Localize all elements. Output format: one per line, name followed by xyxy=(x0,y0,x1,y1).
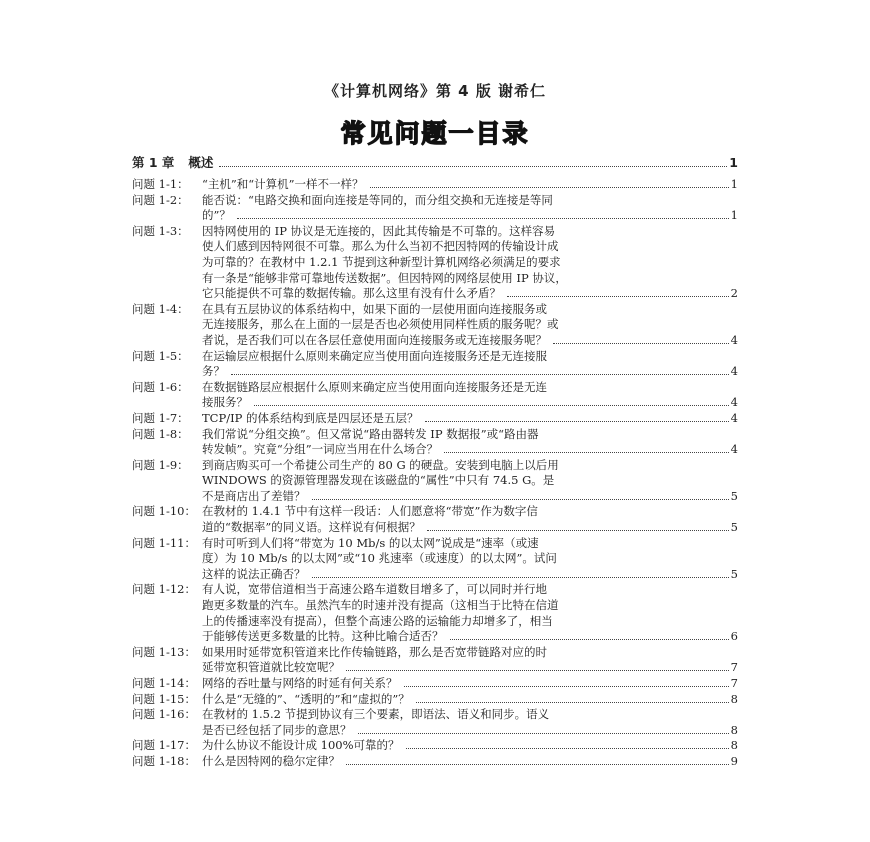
dot-leader xyxy=(425,411,729,422)
dot-leader xyxy=(416,692,729,703)
entry-last-line xyxy=(202,660,738,676)
page-number: 5 xyxy=(730,566,738,581)
dot-leader xyxy=(231,364,729,375)
entry-text xyxy=(202,582,738,644)
toc-entry[interactable] xyxy=(132,302,738,349)
dot-leader xyxy=(406,738,729,749)
entry-line-text: 因特网使用的 IP 协议是无连接的，因此其传输是不可靠的。这样容易 xyxy=(202,223,556,238)
entry-text xyxy=(202,193,738,224)
entry-label: 问题 1-6： xyxy=(132,379,189,394)
toc-entry[interactable] xyxy=(132,411,738,427)
entry-line-text: 在运输层应根据什么原则来确定应当使用面向连接服务还是无连接服 xyxy=(202,348,547,363)
entry-line-text: 什么是因特网的稳尔定律？ xyxy=(202,753,340,768)
entry-text xyxy=(202,427,738,458)
entry-line-text: 在教材的 1.4.1 节中有这样一段话：人们愿意将“带宽”作为数字信 xyxy=(202,504,538,519)
entry-last-line xyxy=(202,364,738,380)
entry-label: 问题 1-13： xyxy=(132,644,196,659)
page-number: 4 xyxy=(730,410,738,425)
entry-line-text: 转发帧”。究竟“分组”一词应当用在什么场合？ xyxy=(202,442,439,457)
dot-leader xyxy=(553,333,729,344)
entry-last-line xyxy=(202,738,738,754)
entry-text xyxy=(202,349,738,380)
entry-line-text: 有一条是“能够非常可靠地传送数据”。但因特网的网络层使用 IP 协议， xyxy=(202,270,567,285)
entry-line-text: 在数据链路层应根据什么原则来确定应当使用面向连接服务还是无连 xyxy=(202,379,547,394)
dot-leader xyxy=(346,660,729,671)
entry-label: 问题 1-2： xyxy=(132,192,189,207)
entry-line-text: 在教材的 1.5.2 节提到协议有三个要素，即语法、语义和同步。语义 xyxy=(202,707,550,722)
entry-last-line xyxy=(202,395,738,411)
entry-label: 问题 1-9： xyxy=(132,457,189,472)
entry-line-text: 如果用时延带宽积管道来比作传输链路，那么是否宽带链路对应的时 xyxy=(202,644,547,659)
entry-text xyxy=(202,458,738,505)
entry-label: 问题 1-18： xyxy=(132,753,196,768)
entry-line-text: 能否说：“电路交换和面向连接是等同的，而分组交换和无连接是等同 xyxy=(202,192,553,207)
entry-label: 问题 1-8： xyxy=(132,426,189,441)
entry-label: 问题 1-3： xyxy=(132,223,189,238)
entry-line-text: 为什么协议不能设计成 100%可靠的？ xyxy=(202,738,400,753)
entry-last-line xyxy=(202,333,738,349)
page-number: 8 xyxy=(730,738,738,753)
toc-entry[interactable] xyxy=(132,676,738,692)
entry-line-text: 是否已经包括了同步的意思？ xyxy=(202,722,352,737)
entry-last-line xyxy=(202,754,738,770)
page-number: 4 xyxy=(730,442,738,457)
entry-text xyxy=(202,504,738,535)
entry-text xyxy=(202,676,738,692)
entry-label: 问题 1-10： xyxy=(132,504,196,519)
entry-line-text: 有时可听到人们将“带宽为 10 Mb/s 的以太网”说成是“速率（或速 xyxy=(202,535,539,550)
entry-label: 问题 1-7： xyxy=(132,410,189,425)
page-number: 9 xyxy=(730,753,738,768)
dot-leader xyxy=(312,489,729,500)
entry-line-text: 道的“数据率”的同义语。这样说有何根据？ xyxy=(202,520,421,535)
page-number: 1 xyxy=(729,155,738,170)
page-number: 4 xyxy=(730,395,738,410)
entry-last-line xyxy=(202,411,738,427)
entry-last-line xyxy=(202,723,738,739)
entry-last-line xyxy=(202,520,738,536)
dot-leader xyxy=(404,676,729,687)
toc-entry[interactable] xyxy=(132,738,738,754)
page-number: 8 xyxy=(730,722,738,737)
entry-line-text: 上的传播速率没有提高），但整个高速公路的运输能力却增多了，相当 xyxy=(202,613,553,628)
toc-entry[interactable] xyxy=(132,536,738,583)
entry-line-text: 接服务？ xyxy=(202,395,248,410)
dot-leader xyxy=(358,723,729,734)
entry-last-line xyxy=(202,442,738,458)
dot-leader xyxy=(444,442,729,453)
entry-label: 问题 1-15： xyxy=(132,691,196,706)
entry-label: 问题 1-16： xyxy=(132,707,196,722)
dot-leader xyxy=(427,520,729,531)
dot-leader xyxy=(370,177,729,188)
toc-entries xyxy=(132,177,738,770)
entry-line-text: 务？ xyxy=(202,364,225,379)
page-number: 5 xyxy=(730,488,738,503)
entry-line-text: 什么是“无缝的”、“透明的”和“虚拟的”？ xyxy=(202,691,410,706)
toc-entry[interactable] xyxy=(132,692,738,708)
toc-entry[interactable] xyxy=(132,224,738,302)
toc-chapter-1[interactable] xyxy=(132,153,738,171)
page-number: 6 xyxy=(730,629,738,644)
toc-entry[interactable] xyxy=(132,177,738,193)
entry-last-line xyxy=(202,629,738,645)
entry-line-text: 它只能提供不可靠的数据传输。那么这里有没有什么矛盾？ xyxy=(202,286,501,301)
entry-text xyxy=(202,224,738,302)
dot-leader xyxy=(254,395,729,406)
toc-entry[interactable] xyxy=(132,349,738,380)
entry-text xyxy=(202,536,738,583)
page-number: 4 xyxy=(730,364,738,379)
toc-entry[interactable] xyxy=(132,754,738,770)
toc-entry[interactable] xyxy=(132,427,738,458)
dot-leader xyxy=(450,629,729,640)
entry-line-text: 网络的吞吐量与网络的时延有何关系？ xyxy=(202,676,398,690)
dot-leader xyxy=(312,567,729,578)
entry-text xyxy=(202,754,738,770)
chapter-name: 概述 xyxy=(188,155,214,170)
page-number: 4 xyxy=(730,332,738,347)
entry-line-text: TCP/IP 的体系结构到底是四层还是五层？ xyxy=(202,410,419,425)
page-number: 1 xyxy=(730,177,738,191)
entry-text xyxy=(202,707,738,738)
entry-line-text: 为可靠的？在教材中 1.2.1 节提到这种新型计算机网络必须满足的要求 xyxy=(202,254,561,269)
toc-entry[interactable] xyxy=(132,504,738,535)
entry-line-text: 我们常说“分组交换”。但又常说“路由器转发 IP 数据报”或“路由器 xyxy=(202,426,539,441)
page-number: 8 xyxy=(730,691,738,706)
entry-line-text: 有人说，宽带信道相当于高速公路车道数目增多了，可以同时并行地 xyxy=(202,582,547,597)
page-number: 7 xyxy=(730,676,738,690)
toc-entry[interactable] xyxy=(132,707,738,738)
entry-last-line xyxy=(202,676,738,692)
entry-last-line xyxy=(202,567,738,583)
dot-leader xyxy=(237,208,729,219)
entry-last-line xyxy=(202,286,738,302)
page-number: 5 xyxy=(730,520,738,535)
toc-entry[interactable] xyxy=(132,193,738,224)
entry-line-text: 者说，是否我们可以在各层任意使用面向连接服务或无连接服务呢？ xyxy=(202,332,547,347)
entry-line-text: 的”？ xyxy=(202,208,231,223)
entry-line-text: WINDOWS 的资源管理器发现在该磁盘的“属性”中只有 74.5 G。是 xyxy=(202,473,555,488)
entry-line-text: 跑更多数量的汽车。虽然汽车的时速并没有提高（这相当于比特在信道 xyxy=(202,598,559,613)
entry-label: 问题 1-5： xyxy=(132,348,189,363)
entry-label: 问题 1-4： xyxy=(132,301,189,316)
entry-line-text: 于能够传送更多数量的比特。这种比喻合适否？ xyxy=(202,629,444,644)
entry-text xyxy=(202,738,738,754)
page-number: 2 xyxy=(730,286,738,301)
entry-last-line xyxy=(202,489,738,505)
page-number: 7 xyxy=(730,660,738,675)
page-number: 1 xyxy=(730,208,738,223)
entry-text xyxy=(202,692,738,708)
toc-entry[interactable] xyxy=(132,645,738,676)
entry-line-text: 无连接服务，那么在上面的一层是否也必须使用同样性质的服务呢？或 xyxy=(202,317,559,332)
toc-entry[interactable] xyxy=(132,582,738,644)
entry-text xyxy=(202,302,738,349)
entry-line-text: 使人们感到因特网很不可靠。那么为什么当初不把因特网的传输设计成 xyxy=(202,239,559,254)
document-title: 《计算机网络》第 4 版 谢希仁 xyxy=(323,82,547,100)
chapter-number: 第 1 章 xyxy=(132,155,175,170)
entry-label: 问题 1-1： xyxy=(132,177,189,191)
entry-line-text: 延带宽积管道就比较宽呢？ xyxy=(202,660,340,675)
dot-leader xyxy=(346,754,729,765)
dot-leader xyxy=(507,286,729,297)
toc-heading: 常见问题一目录 xyxy=(340,119,530,148)
entry-label: 问题 1-12： xyxy=(132,582,196,597)
entry-label: 问题 1-17： xyxy=(132,738,196,753)
entry-line-text: 不是商店出了差错？ xyxy=(202,488,306,503)
dot-leader xyxy=(219,156,727,167)
entry-line-text: 在具有五层协议的体系结构中，如果下面的一层使用面向连接服务或 xyxy=(202,301,547,316)
entry-text xyxy=(202,411,738,427)
entry-line-text: 度）为 10 Mb/s 的以太网”或“10 兆速率（或速度）的以太网”。试问 xyxy=(202,551,557,566)
entry-text xyxy=(202,645,738,676)
toc-entry[interactable] xyxy=(132,458,738,505)
entry-last-line xyxy=(202,208,738,224)
entry-label: 问题 1-14： xyxy=(132,676,196,690)
table-of-contents xyxy=(132,153,738,770)
entry-line-text: “主机”和“计算机”一样不一样？ xyxy=(202,177,364,191)
entry-text xyxy=(202,177,738,193)
toc-entry[interactable] xyxy=(132,380,738,411)
entry-label: 问题 1-11： xyxy=(132,535,196,550)
entry-last-line xyxy=(202,692,738,708)
entry-line-text: 这样的说法正确否？ xyxy=(202,566,306,581)
entry-line-text: 到商店购买可一个希捷公司生产的 80 G 的硬盘。安装到电脑上以后用 xyxy=(202,457,559,472)
entry-last-line xyxy=(202,177,738,193)
entry-text xyxy=(202,380,738,411)
